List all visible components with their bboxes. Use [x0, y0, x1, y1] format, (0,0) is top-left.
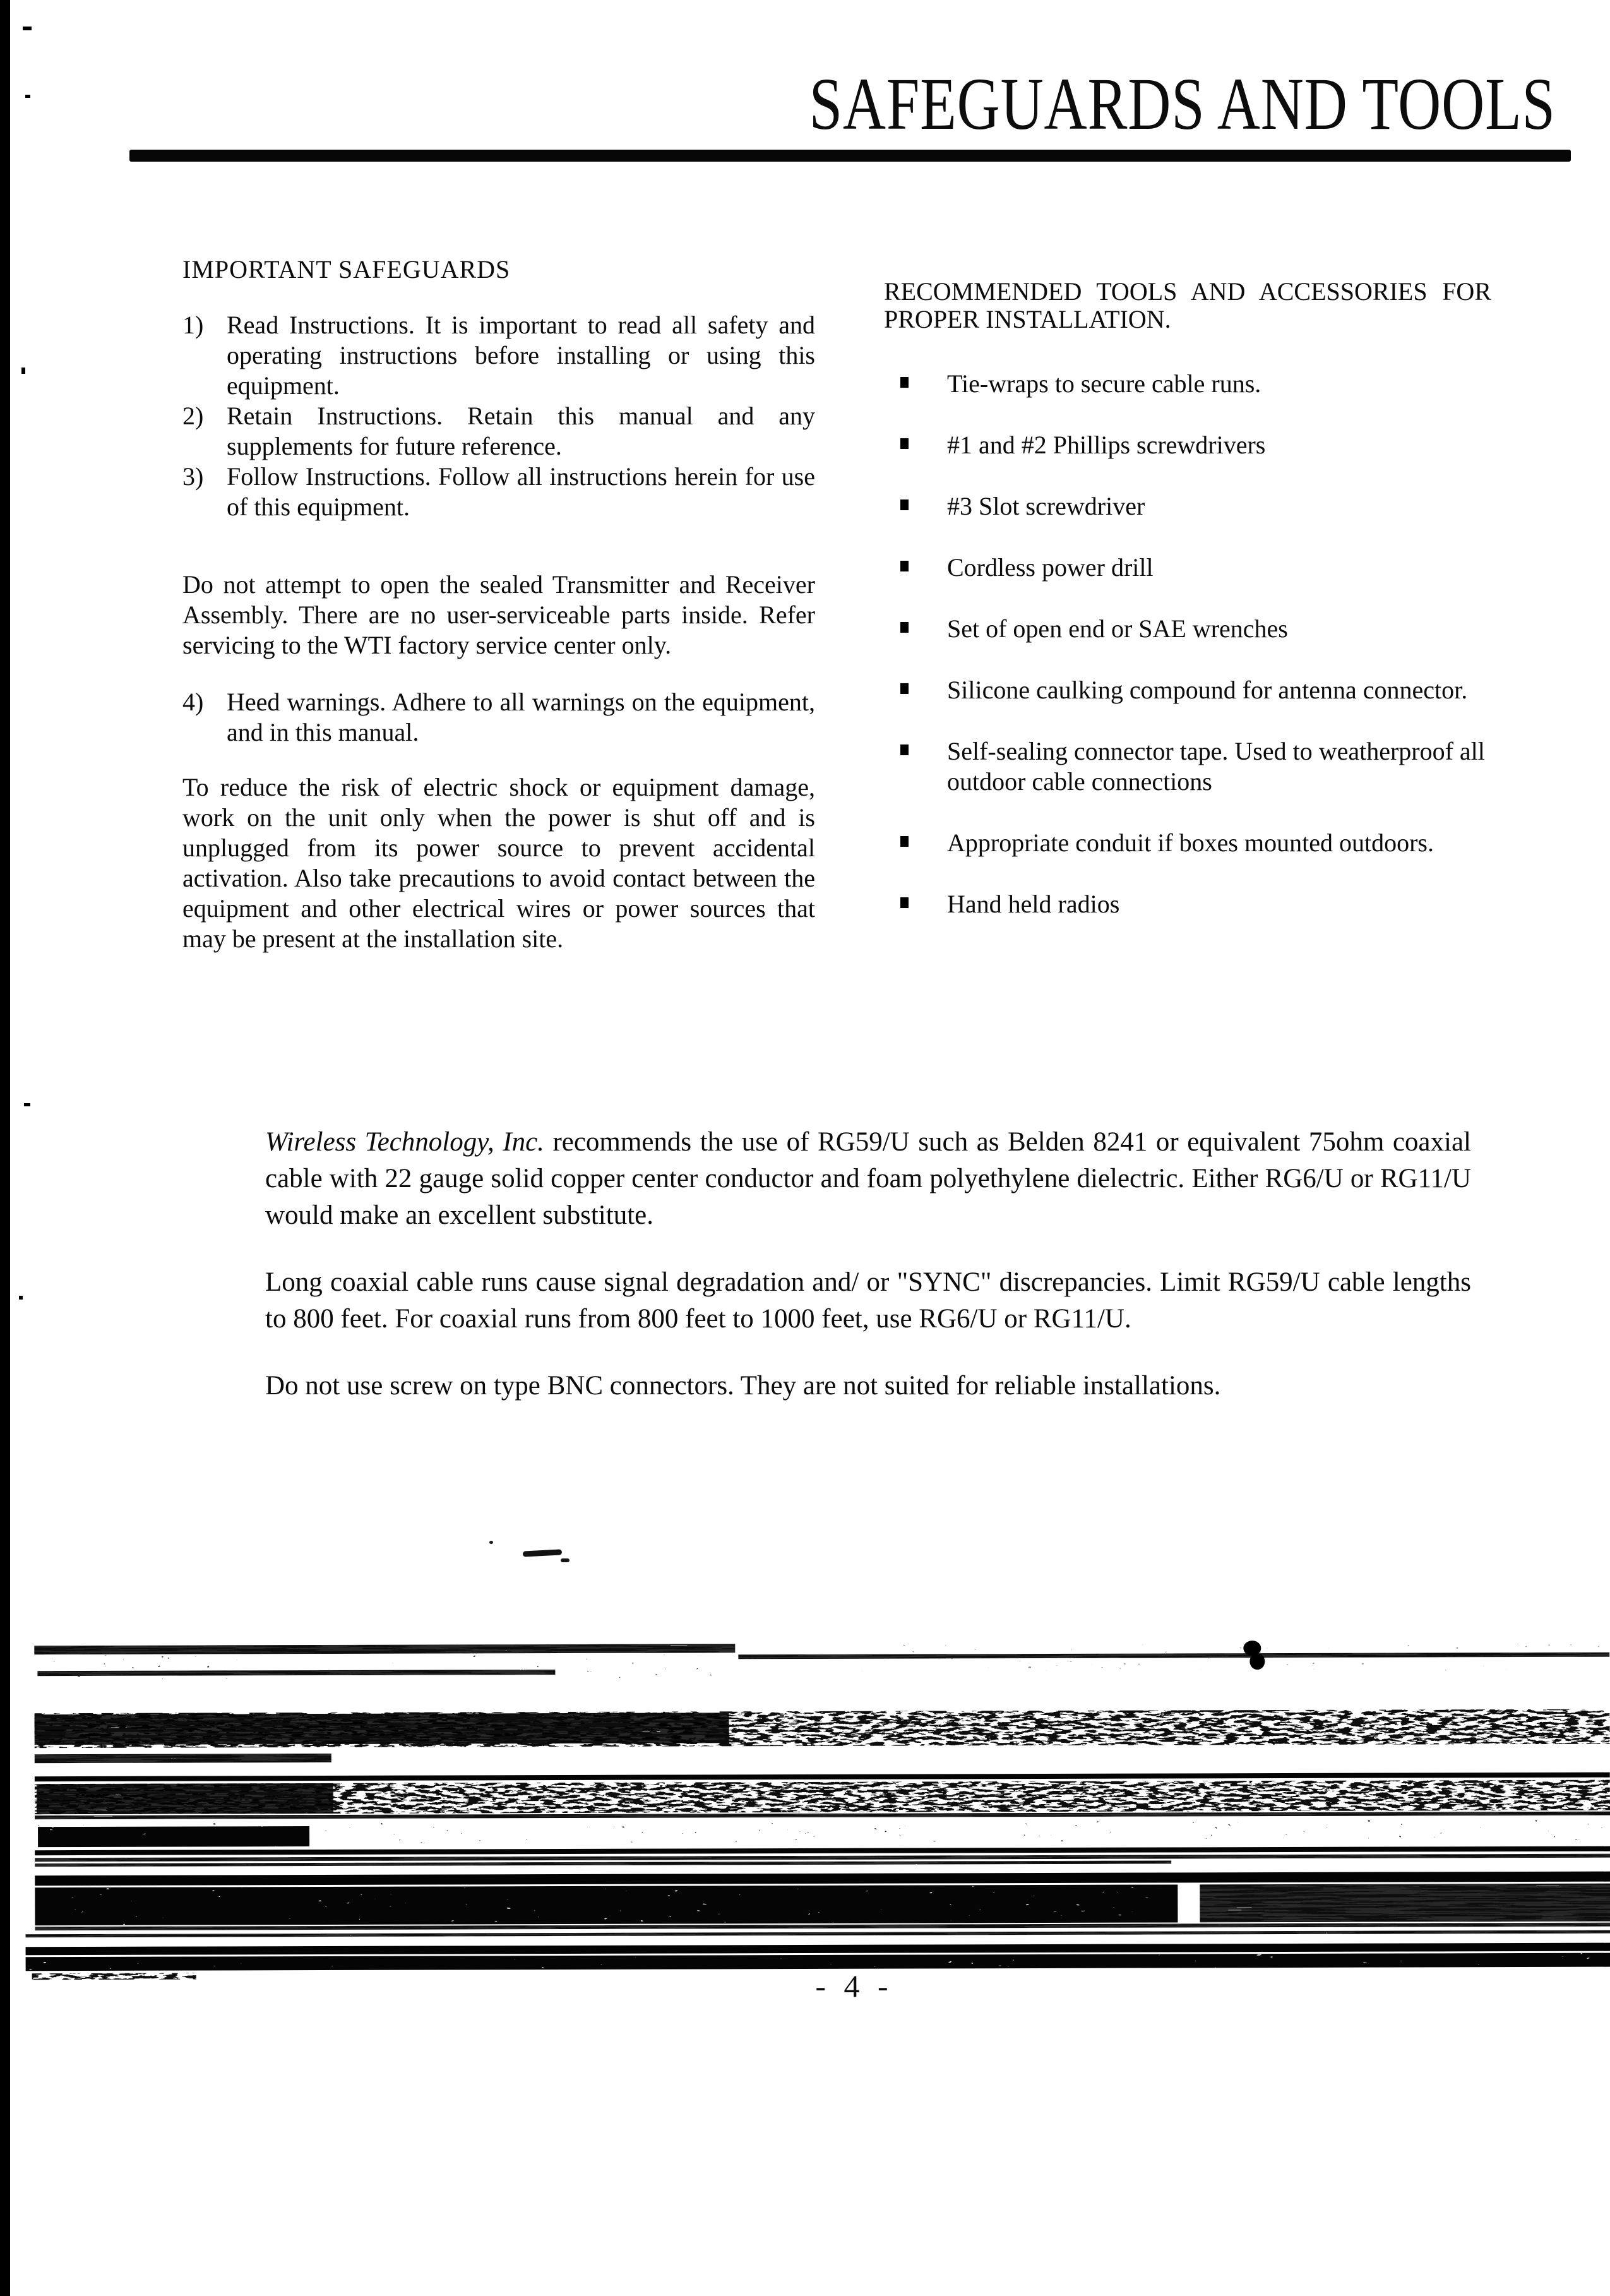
tools-heading-line2: PROPER INSTALLATION.: [884, 305, 1171, 333]
bullet-item: [884, 430, 1491, 460]
noise-band: [1200, 1884, 1610, 1923]
noise-band: [35, 1754, 331, 1763]
scan-speck-artifact: [19, 1296, 23, 1300]
cable-recommendation-notes: [265, 1124, 1471, 1435]
square-bullet-icon: [900, 683, 909, 694]
numbered-item: [182, 462, 815, 522]
page-number: - 4 -: [815, 1968, 893, 2004]
long-cable-runs-paragraph: Long coaxial cable runs cause signal degradation and/ or "SYNC" discrepancies. Limit RG59/U cable lengths to 800 feet. For coaxial runs from 800 feet to 1000 feet, use RG6/U or RG11/U.: [265, 1267, 1471, 1334]
noise-speck-row: [32, 1973, 196, 1980]
bullet-text: Self-sealing connector tape. Used to weatherproof all outdoor cable connections: [947, 737, 1485, 796]
safeguards-heading: IMPORTANT SAFEGUARDS: [182, 255, 511, 284]
scan-speck-artifact: [23, 27, 32, 30]
bullet-text: Set of open end or SAE wrenches: [947, 614, 1288, 643]
tools-heading-line1: RECOMMENDED TOOLS AND ACCESSORIES FOR: [884, 277, 1491, 306]
noise-block-flecks: [38, 1826, 309, 1847]
item-number: 3): [182, 462, 204, 491]
sealed-assembly-warning: Do not attempt to open the sealed Transmitter and Receiver Assembly. There are no user-serviceable parts inside. Refer servicing to the WTI factory service center only.: [182, 570, 815, 659]
bullet-text: Cordless power drill: [947, 553, 1154, 582]
tools-bullet-list: [884, 369, 1491, 919]
numbered-item: [182, 401, 815, 462]
numbered-item: [182, 310, 815, 401]
item-text: Heed warnings. Adhere to all warnings on the equipment, and in this manual.: [227, 688, 815, 746]
bullet-item: [884, 614, 1491, 644]
square-bullet-icon: [900, 622, 909, 633]
scan-noise-region: [0, 1615, 1610, 2011]
bullet-text: #3 Slot screwdriver: [947, 492, 1145, 520]
recommendation-text: recommends the use of RG59/U such as Belden 8241 or equivalent 75ohm coaxial cable with 22 gauge solid copper center conductor and foam polyethylene dielectric. Either RG6/U or RG11/U would make an excellent substitute.: [265, 1127, 1471, 1230]
bullet-text: Tie-wraps to secure cable runs.: [947, 369, 1261, 398]
scan-speck-artifact: [25, 95, 30, 98]
electric-shock-paragraph: To reduce the risk of electric shock or equipment damage, work on the unit only when the power is shut off and is unplugged from its power source to prevent accidental activation. Also take precautions to avoid contact between the equipment and other electrical wires or power sources that may be present at the installation site.: [182, 773, 815, 953]
safeguards-numbered-list: [182, 310, 815, 522]
item-text: Follow Instructions. Follow all instructions herein for use of this equipment.: [227, 462, 815, 521]
square-bullet-icon: [900, 438, 909, 449]
noise-line: [35, 1872, 1610, 1886]
square-bullet-icon: [900, 836, 909, 847]
scan-speck-artifact: [21, 368, 25, 374]
company-name-italic: Wireless Technology, Inc.: [265, 1127, 544, 1157]
bullet-item: [884, 889, 1491, 919]
bullet-text: #1 and #2 Phillips screwdrivers: [947, 431, 1266, 459]
item-text: Retain Instructions. Retain this manual and any supplements for future reference.: [227, 402, 815, 460]
numbered-item: [182, 687, 815, 748]
bnc-connector-paragraph: Do not use screw on type BNC connectors. They are not suited for reliable installations.: [265, 1371, 1221, 1401]
bullet-item: [884, 736, 1491, 797]
item-text: Read Instructions. It is important to read all safety and operating instructions before installing or using this equipment.: [227, 311, 815, 400]
square-bullet-icon: [900, 561, 909, 571]
rg59-recommendation-paragraph: [265, 1124, 1471, 1234]
ink-smudge-artifact: [523, 1549, 562, 1557]
noise-line: [35, 1773, 1610, 1782]
square-bullet-icon: [900, 897, 909, 908]
scan-speck-artifact: [24, 1103, 30, 1106]
noise-line: [35, 1846, 1610, 1856]
page-title: SAFEGUARDS AND TOOLS: [809, 63, 1556, 145]
bullet-text: Appropriate conduit if boxes mounted outdoors.: [947, 828, 1434, 857]
noise-line: [26, 1943, 1610, 1956]
recommended-tools-section: [884, 278, 1491, 950]
square-bullet-icon: [900, 744, 909, 755]
square-bullet-icon: [900, 499, 909, 510]
title-rule: [129, 150, 1571, 162]
bullet-item: [884, 553, 1491, 583]
bullet-item: [884, 491, 1491, 522]
bullet-text: Silicone caulking compound for antenna connector.: [947, 676, 1468, 704]
ink-speck-artifact: [489, 1541, 493, 1544]
noise-line: [26, 1930, 1610, 1938]
noise-block-flecks: [35, 1884, 1178, 1925]
noise-line: [35, 1860, 1171, 1867]
item-number: 1): [182, 311, 204, 339]
tools-heading: [884, 278, 1491, 333]
square-bullet-icon: [900, 377, 909, 388]
noise-band: [34, 1644, 735, 1654]
bullet-item: [884, 828, 1491, 858]
bullet-text: Hand held radios: [947, 890, 1120, 918]
noise-band: [35, 1713, 729, 1745]
important-safeguards-section: [182, 254, 815, 954]
noise-band: [37, 1783, 333, 1814]
item-number: 4): [182, 688, 204, 716]
ink-speck-artifact: [561, 1558, 569, 1562]
bullet-item: [884, 369, 1491, 399]
bullet-item: [884, 675, 1491, 705]
noise-band: [757, 1643, 1603, 1674]
item-number: 2): [182, 402, 204, 430]
noise-line: [35, 1854, 1610, 1862]
